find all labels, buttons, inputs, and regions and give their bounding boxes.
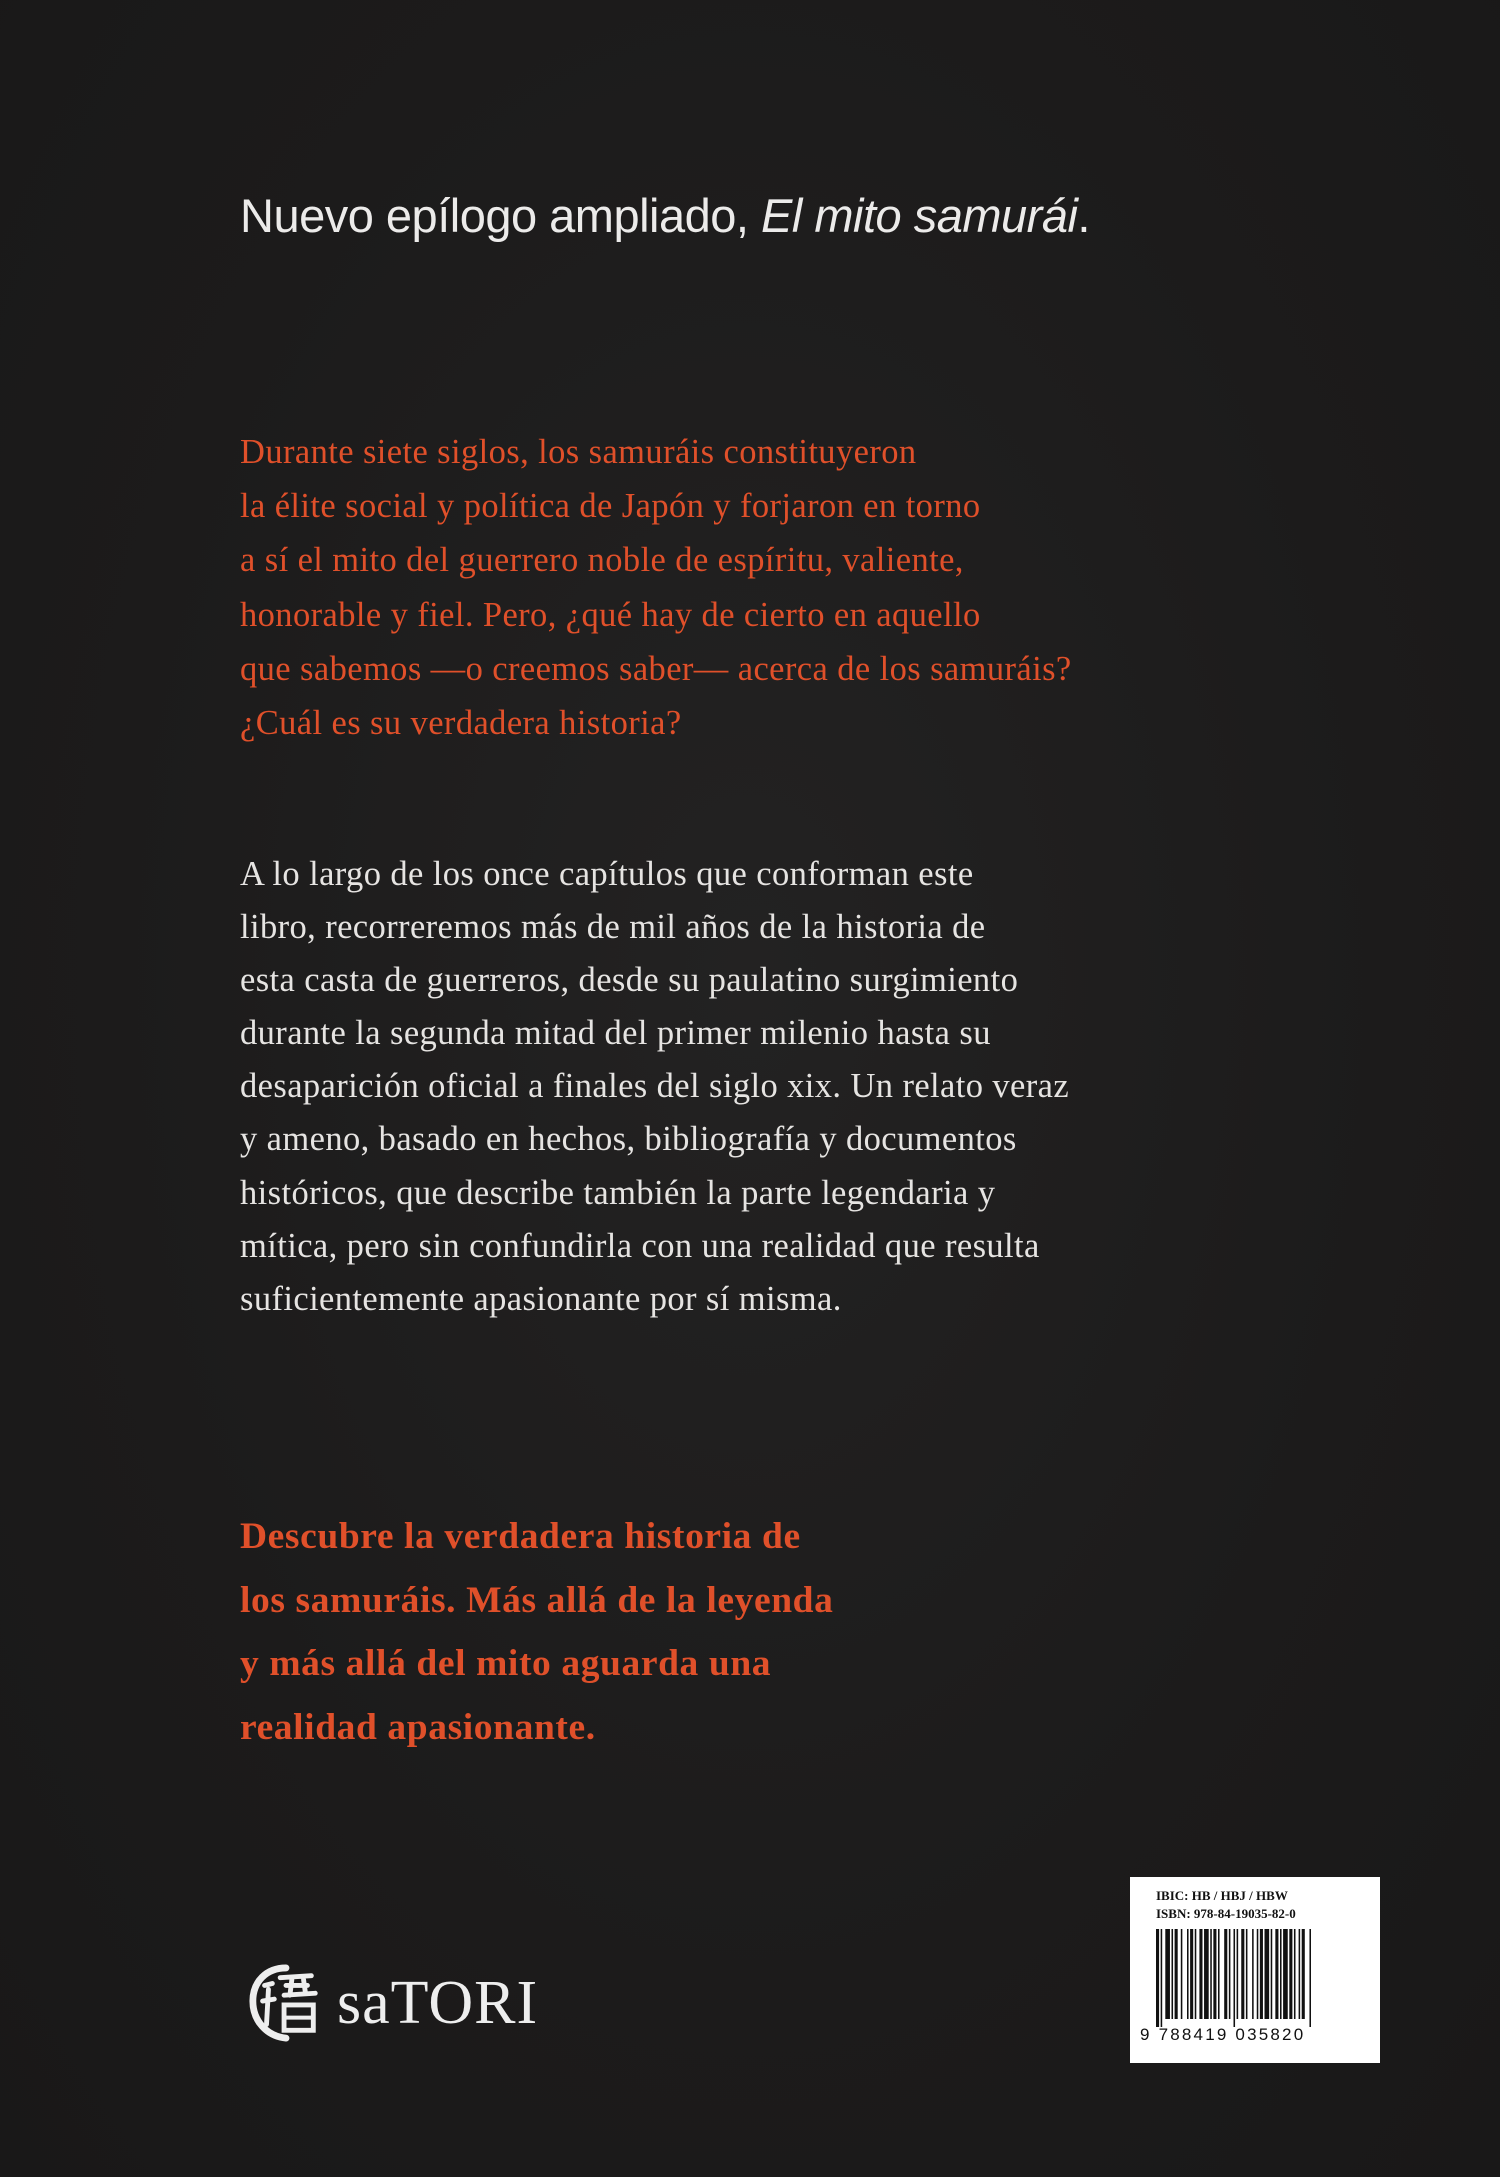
barcode-digits: 9 788419 035820 (1140, 2025, 1306, 2044)
publisher-logo (247, 1963, 538, 2043)
satori-kanji-logo-icon (247, 1964, 325, 2042)
barcode-bar (1260, 1929, 1263, 2019)
barcode-bar (1213, 1929, 1216, 2019)
barcode-bar (1280, 1929, 1282, 2019)
body-line: históricos, que describe también la parte legendaria y (240, 1173, 996, 1212)
intro-line: honorable y fiel. Pero, ¿qué hay de cierto en aquello (240, 595, 981, 634)
barcode-bars (1156, 1929, 1364, 2027)
barcode-bar (1299, 1929, 1301, 2019)
barcode-bar (1234, 1929, 1236, 2027)
barcode-bar (1283, 1929, 1288, 2019)
barcode-bar (1252, 1929, 1254, 2019)
ibic-code: IBIC: HB / HBJ / HBW (1156, 1888, 1288, 1903)
barcode-bar (1181, 1929, 1183, 2019)
tagline-suffix: . (1077, 189, 1090, 242)
intro-line: a sí el mito del guerrero noble de espíritu, valiente, (240, 541, 964, 580)
barcode-bar (1156, 1929, 1159, 2027)
barcode-bar (1289, 1929, 1292, 2019)
epilogue-title: El mito samurái (761, 189, 1078, 242)
barcode-bar (1175, 1929, 1178, 2019)
barcode-bar (1302, 1929, 1305, 2019)
barcode-bar (1210, 1929, 1212, 2019)
barcode-bar (1195, 1929, 1197, 2019)
barcode-bar (1241, 1929, 1244, 2019)
body-paragraph (240, 848, 1069, 1326)
barcode-bar (1172, 1929, 1174, 2019)
barcode-bar (1224, 1929, 1227, 2019)
intro-line: la élite social y política de Japón y forjaron en torno (240, 487, 981, 526)
body-line: esta casta de guerreros, desde su paulatino surgimiento (240, 961, 1019, 1000)
barcode-bar (1161, 1929, 1163, 2027)
body-line: durante la segunda mitad del primer milenio hasta su (240, 1014, 991, 1053)
barcode-bar (1309, 1929, 1311, 2027)
body-line: suficientemente apasionante por sí misma. (240, 1279, 842, 1318)
intro-paragraph (240, 425, 1072, 750)
body-line: A lo largo de los once capítulos que conforman este (240, 855, 974, 893)
barcode-bar (1271, 1929, 1273, 2019)
body-line: libro, recorreremos más de mil años de la historia de (240, 908, 986, 947)
barcode-bar (1204, 1929, 1209, 2019)
barcode-bar (1199, 1929, 1202, 2019)
closing-paragraph (240, 1505, 834, 1760)
barcode-bar (1246, 1929, 1248, 2019)
closing-line: realidad apasionante. (240, 1707, 596, 1749)
publisher-name: saTORI (337, 1969, 539, 2037)
body-line: mítica, pero sin confundirla con una realidad que resulta (240, 1226, 1040, 1265)
barcode-bar (1237, 1929, 1239, 2019)
barcode-bar (1190, 1929, 1193, 2019)
intro-line: Durante siete siglos, los samuráis constituyeron (240, 433, 917, 471)
barcode-bar (1229, 1929, 1231, 2019)
intro-line: ¿Cuál es su verdadera historia? (240, 704, 682, 743)
barcode-bar (1165, 1929, 1170, 2019)
isbn-code: ISBN: 978-84-19035-82-0 (1156, 1906, 1296, 1921)
barcode-bar (1275, 1929, 1278, 2019)
barcode-bar (1294, 1929, 1296, 2019)
tagline-prefix: Nuevo epílogo ampliado, (240, 189, 762, 242)
barcode-label (1130, 1877, 1380, 2063)
closing-line: Descubre la verdadera historia de (240, 1516, 801, 1557)
barcode-bar (1187, 1929, 1189, 2019)
barcode-bar (1218, 1929, 1220, 2019)
body-line: y ameno, basado en hechos, bibliografía y documentos (240, 1120, 1017, 1159)
edition-tagline (240, 188, 1090, 243)
barcode-bar (1265, 1929, 1270, 2019)
closing-line: y más allá del mito aguarda una (240, 1643, 772, 1685)
body-line: desaparición oficial a finales del siglo xix. Un relato veraz (240, 1067, 1070, 1106)
intro-line: que sabemos —o creemos saber— acerca de los samuráis? (240, 649, 1072, 688)
barcode-bar (1257, 1929, 1259, 2019)
closing-line: los samuráis. Más allá de la leyenda (240, 1579, 834, 1621)
